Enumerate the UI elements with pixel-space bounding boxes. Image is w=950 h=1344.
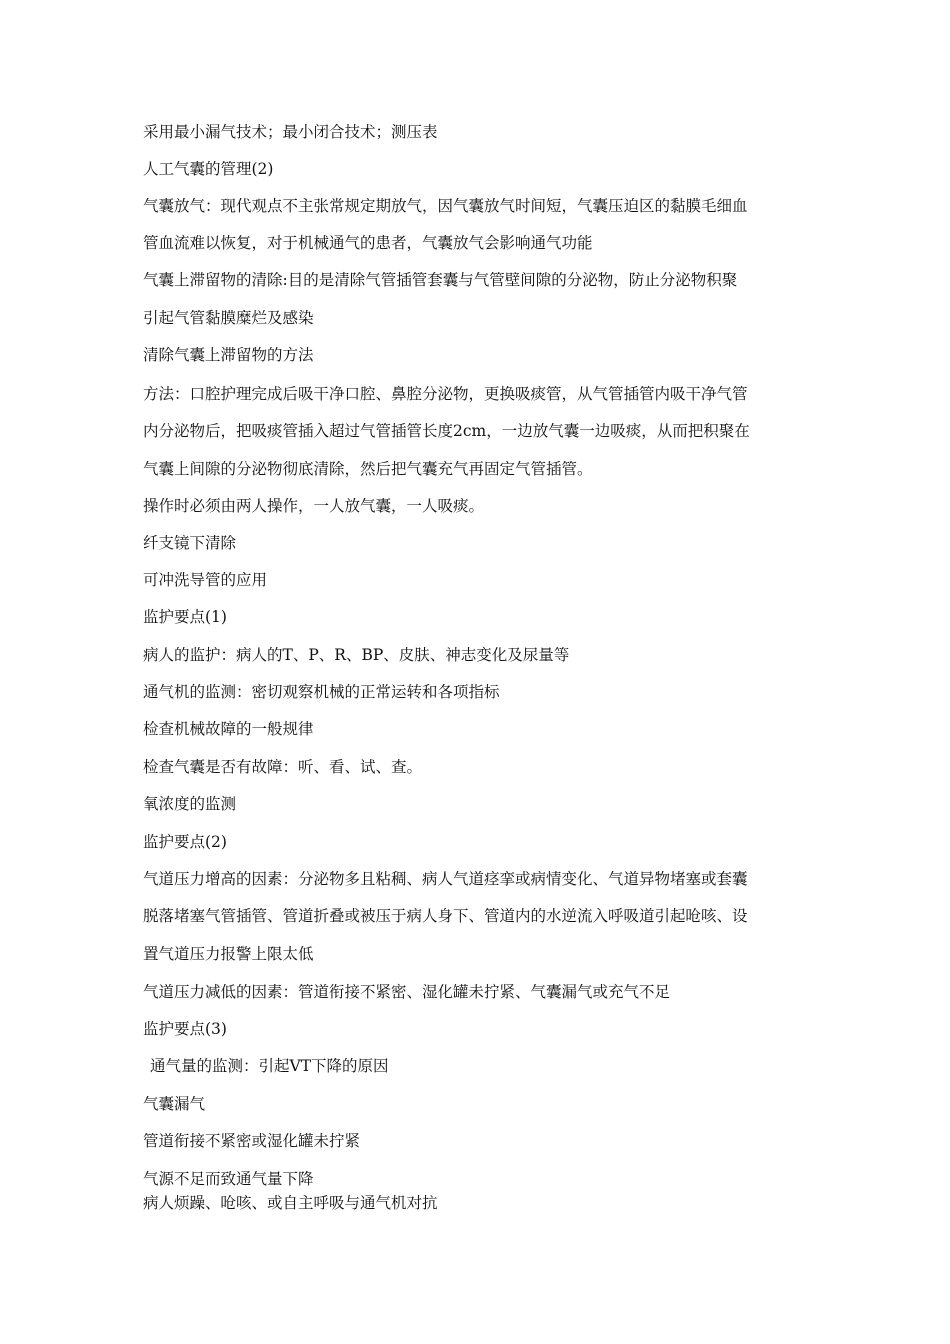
section-heading: 清除气囊上滞留物的方法 [143,346,314,364]
text-line: 引起气管黏膜糜烂及感染 [143,309,314,327]
text-line: 可冲洗导管的应用 [143,571,268,589]
section-heading: 监护要点(2) [143,833,227,851]
text-line: 气囊上滞留物的清除:目的是清除气管插管套囊与气管壁间隙的分泌物，防止分泌物积聚 [143,271,738,289]
section-heading: 监护要点(3) [143,1020,227,1038]
text-line: 纤支镜下清除 [143,534,237,552]
text-line: 检查机械故障的一般规律 [143,720,314,738]
text-line: 通气量的监测：引起VT下降的原因 [150,1057,389,1075]
text-line: 气囊上间隙的分泌物彻底清除，然后把气囊充气再固定气管插管。 [143,460,593,478]
text-line: 病人的监护：病人的T、P、R、BP、皮肤、神志变化及尿量等 [143,646,570,664]
text-line: 采用最小漏气技术；最小闭合技术；测压表 [143,123,438,141]
section-heading: 监护要点(1) [143,608,227,626]
text-line: 置气道压力报警上限太低 [143,945,314,963]
text-line: 检查气囊是否有故障：听、看、试、查。 [143,758,423,776]
text-line: 管血流难以恢复，对于机械通气的患者，气囊放气会影响通气功能 [143,234,593,252]
text-line: 内分泌物后，把吸痰管插入超过气管插管长度2cm，一边放气囊一边吸痰，从而把积聚在 [143,422,750,440]
text-line: 氧浓度的监测 [143,795,237,813]
text-line: 气囊放气：现代观点不主张常规定期放气，因气囊放气时间短，气囊压迫区的黏膜毛细血 [143,197,748,215]
text-line: 气道压力增高的因素：分泌物多且粘稠、病人气道痉挛或病情变化、气道异物堵塞或套囊 [143,870,748,888]
text-line: 通气机的监测：密切观察机械的正常运转和各项指标 [143,683,500,701]
text-line: 管道衔接不紧密或湿化罐未拧紧 [143,1132,361,1150]
text-line: 操作时必须由两人操作，一人放气囊，一人吸痰。 [143,497,485,515]
text-line: 气道压力减低的因素：管道衔接不紧密、湿化罐未拧紧、气囊漏气或充气不足 [143,983,671,1001]
section-heading: 人工气囊的管理(2) [143,160,274,178]
text-line: 方法：口腔护理完成后吸干净口腔、鼻腔分泌物，更换吸痰管，从气管插管内吸干净气管 [143,385,748,403]
text-line: 脱落堵塞气管插管、管道折叠或被压于病人身下、管道内的水逆流入呼吸道引起呛咳、设 [143,907,748,925]
text-line: 气源不足而致通气量下降 [143,1170,314,1188]
text-line: 气囊漏气 [143,1095,206,1113]
text-line: 病人烦躁、呛咳、或自主呼吸与通气机对抗 [143,1194,438,1212]
